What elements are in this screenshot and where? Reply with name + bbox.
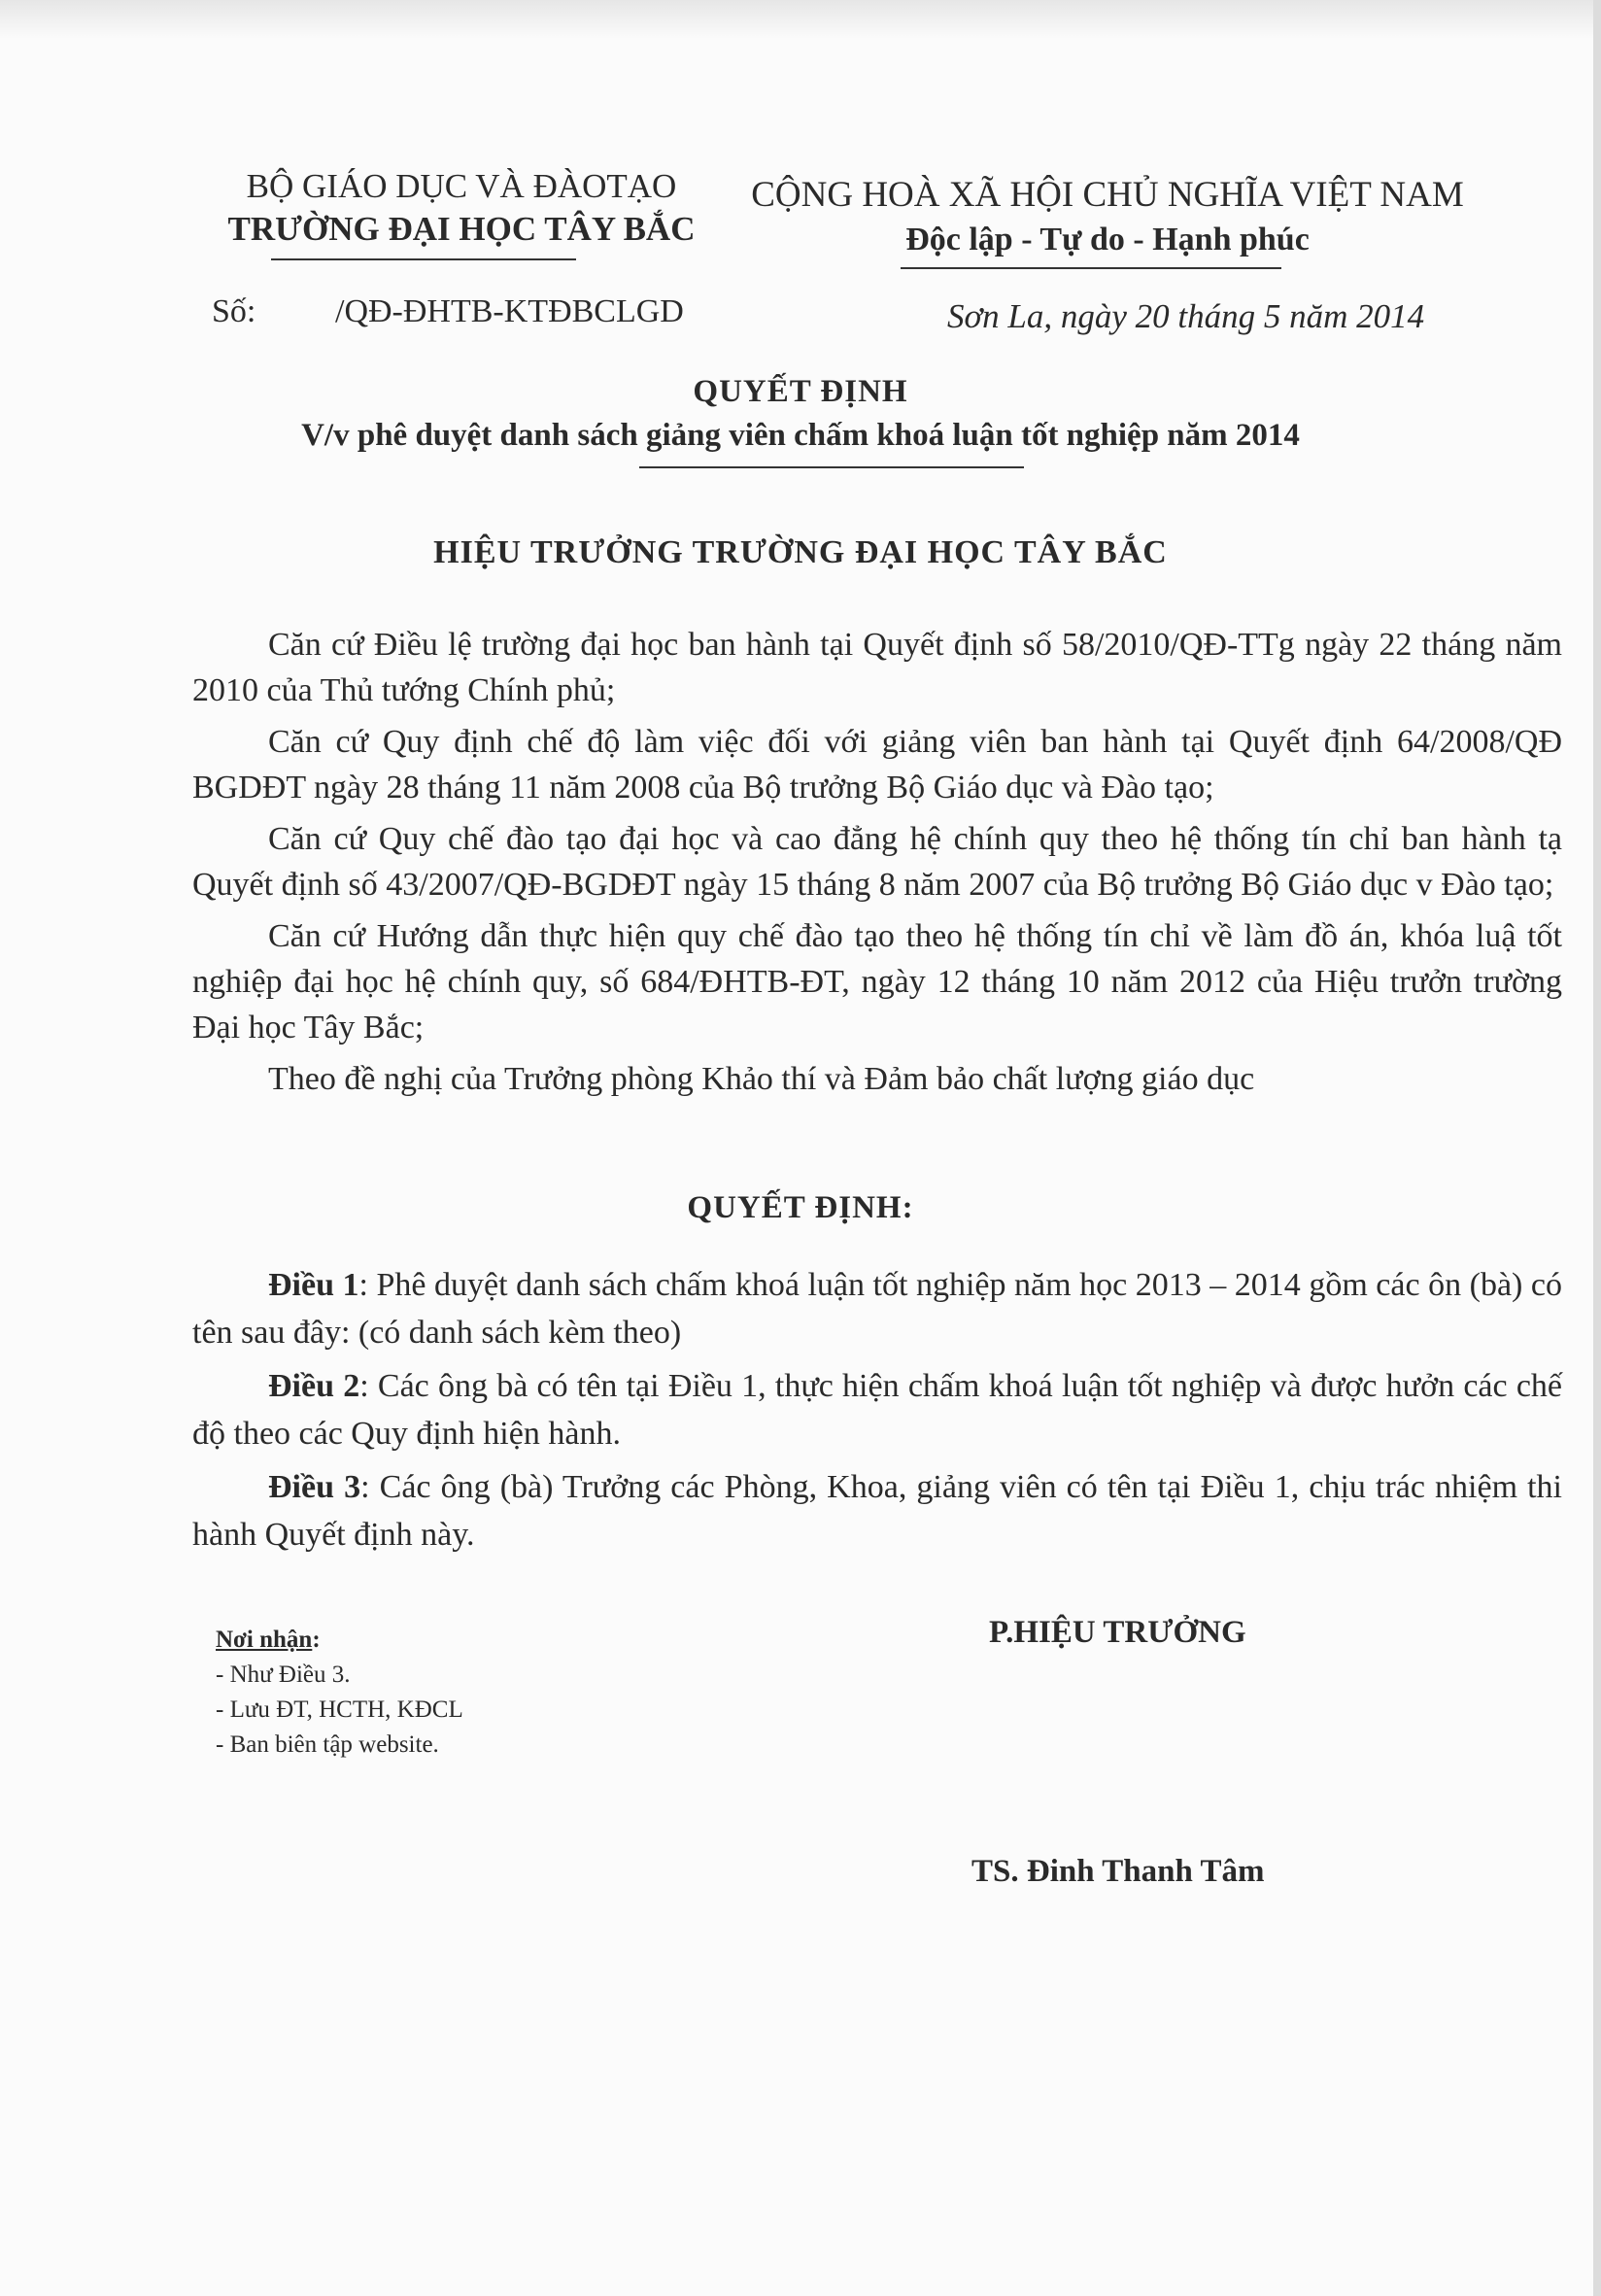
signer-name: TS. Đinh Thanh Tâm — [971, 1854, 1265, 1889]
national-motto: Độc lập - Tự do - Hạnh phúc — [905, 222, 1310, 257]
article-3 — [192, 1463, 1562, 1559]
preamble — [192, 622, 1562, 1108]
place-date: Sơn La, ngày 20 tháng 5 năm 2014 — [947, 297, 1425, 335]
scan-edge-right — [1593, 0, 1601, 2296]
preamble-paragraph: Căn cứ Điều lệ trường đại học ban hành tại Quyết định số 58/2010/QĐ-TTg ngày 22 tháng năm 2010 của Thủ tướng Chính phủ; — [192, 627, 1562, 708]
article-label: Điều 2 — [268, 1368, 360, 1404]
republic-name: CỘNG HOÀ XÃ HỘI CHỦ NGHĨA VIỆT NAM — [751, 175, 1464, 215]
national-header — [738, 173, 1477, 262]
preamble-paragraph: Căn cứ Quy chế đào tạo đại học và cao đẳng hệ chính quy theo hệ thống tín chỉ ban hành tạ Quyết định số 43/2007/QĐ-BGDĐT ngày 15 tháng 8 năm 2007 của Bộ trưởng Bộ Giáo dục v Đào tạo; — [192, 821, 1562, 903]
article-label: Điều 1 — [268, 1267, 359, 1303]
preamble-paragraph: Căn cứ Hướng dẫn thực hiện quy chế đào tạo theo hệ thống tín chỉ về làm đồ án, khóa luậ tốt nghiệp đại học hệ chính quy, số 684/ĐHTB-ĐT, ngày 12 tháng 10 năm 2012 của Hiệu trưởn trường Đại học Tây Bắc; — [192, 918, 1562, 1045]
motto-underline — [901, 267, 1281, 269]
recipients-block — [216, 1623, 463, 1763]
signature-title: P.HIỆU TRƯỞNG — [989, 1615, 1246, 1650]
recipient-item: - Ban biên tập website. — [216, 1731, 439, 1758]
article-2 — [192, 1362, 1562, 1457]
decision-heading: QUYẾT ĐỊNH: — [687, 1190, 914, 1225]
decision-number: /QĐ-ĐHTB-KTĐBCLGD — [335, 293, 684, 329]
number-label: Số: — [212, 293, 256, 329]
preamble-paragraph: Căn cứ Quy định chế độ làm việc đối với giảng viên ban hành tại Quyết định 64/2008/QĐ BGDĐT ngày 28 tháng 11 năm 2008 của Bộ trưởng Bộ Giáo dục và Đào tạo; — [192, 724, 1562, 805]
article-text: : Các ông bà có tên tại Điều 1, thực hiện chấm khoá luận tốt nghiệp và được hưởn các chế độ theo các Quy định hiện hành. — [192, 1368, 1562, 1452]
document-title: QUYẾT ĐỊNH — [693, 374, 908, 409]
preamble-paragraph: Theo đề nghị của Trưởng phòng Khảo thí và Đảm bảo chất lượng giáo dục — [268, 1061, 1255, 1097]
recipients-title: Nơi nhận — [216, 1627, 313, 1653]
issuing-authority: HIỆU TRƯỞNG TRƯỜNG ĐẠI HỌC TÂY BẮC — [433, 534, 1168, 570]
ministry-name: BỘ GIÁO DỤC VÀ ĐÀOTẠO — [246, 167, 677, 205]
recipient-item: - Như Điều 3. — [216, 1662, 351, 1688]
issuer-underline — [271, 258, 576, 260]
articles — [192, 1261, 1562, 1564]
recipients-colon: : — [312, 1627, 321, 1653]
scan-edge-top — [0, 0, 1601, 39]
article-text: : Các ông (bà) Trưởng các Phòng, Khoa, giảng viên có tên tại Điều 1, chịu trác nhiệm thi hành Quyết định này. — [192, 1469, 1563, 1553]
university-name: TRƯỜNG ĐẠI HỌC TÂY BẮC — [227, 210, 696, 248]
subject-underline — [639, 466, 1024, 468]
article-label: Điều 3 — [268, 1469, 361, 1505]
recipient-item: - Lưu ĐT, HCTH, KĐCL — [216, 1696, 463, 1723]
article-text: : Phê duyệt danh sách chấm khoá luận tốt nghiệp năm học 2013 – 2014 gồm các ôn (bà) có tên sau đây: (có danh sách kèm theo) — [192, 1267, 1563, 1351]
issuer-header — [199, 165, 724, 251]
document-subject: V/v phê duyệt danh sách giảng viên chấm khoá luận tốt nghiệp năm 2014 — [301, 418, 1300, 453]
article-1 — [192, 1261, 1562, 1356]
